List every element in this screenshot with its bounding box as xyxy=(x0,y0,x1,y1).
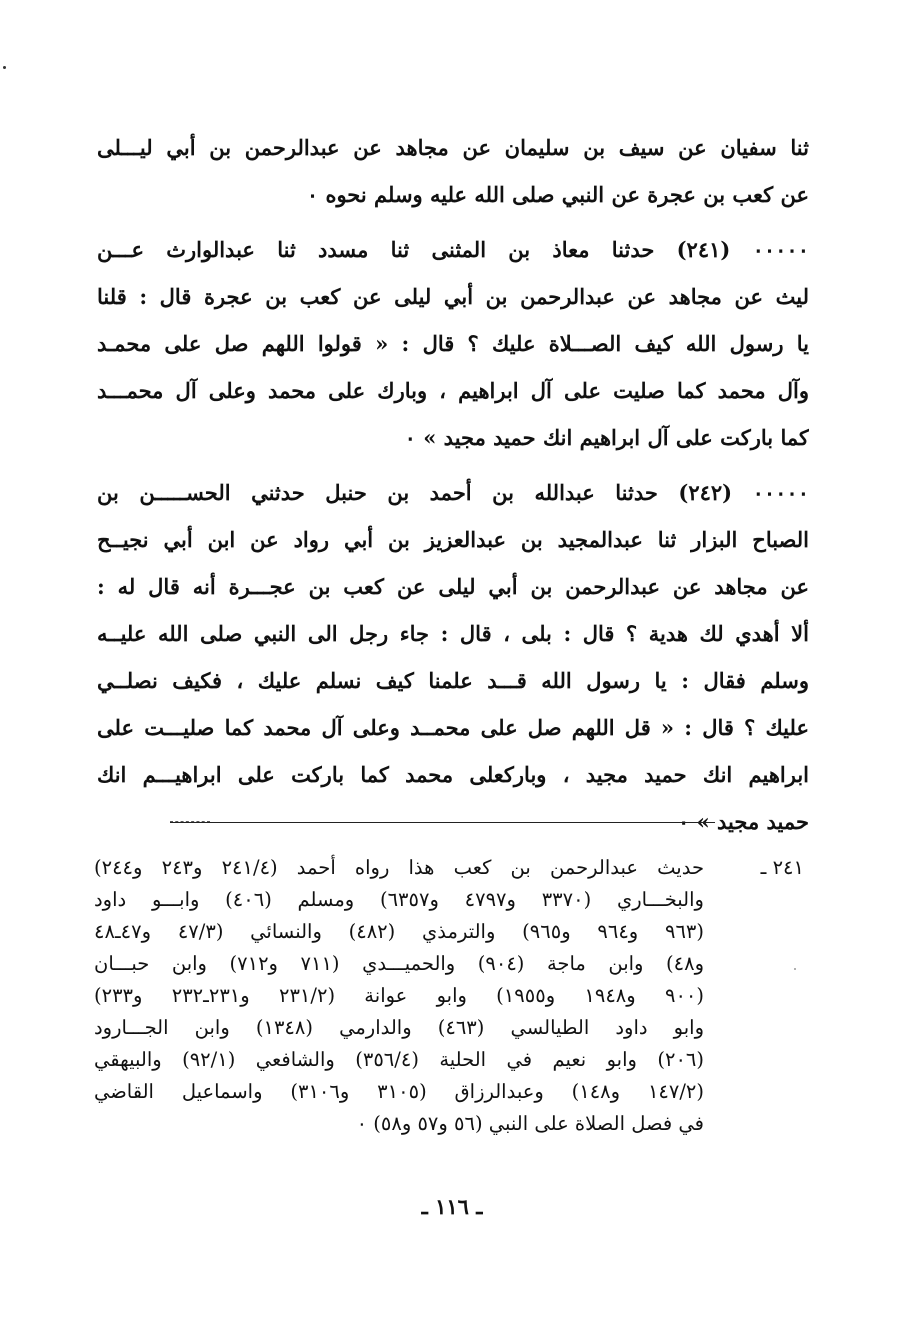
main-text xyxy=(97,124,809,845)
page-number: ـ ١١٦ ـ xyxy=(421,1194,483,1219)
footnote-line: (٩٦٣ و٩٦٤ و٩٦٥) والترمذي (٤٨٢) والنسائي (٤٧/٣ و٤٧ـ٤٨ xyxy=(94,920,704,943)
footnote-line: (٢٠٦) وابو نعيم في الحلية (٣٥٦/٤) والشافعي (٩٢/١) والبيهقي xyxy=(94,1048,704,1071)
text-line: ٠٠٠٠٠ (٢٤٢) حدثنا عبدالله بن أحمد بن حنبل حدثني الحســـــن بن xyxy=(97,480,809,505)
text-line: ألا أهدي لك هدية ؟ قال : بلى ، قال : جاء رجل الى النبي صلى الله عليــه xyxy=(97,621,809,646)
footnote-line: والبخـــاري (٣٣٧٠ و٤٧٩٧ و٦٣٥٧) ومسلم (٤٠٦) وابـــو داود xyxy=(94,888,704,911)
text-line: حميد مجيد » ٠ xyxy=(678,809,809,834)
footnote-line: وابو داود الطيالسي (٤٦٣) والدارمي (١٣٤٨) وابن الجـــارود xyxy=(94,1016,704,1039)
footnote-line: (٩٠٠ و١٩٤٨ و١٩٥٥) وابو عوانة (٢٣١/٢ و٢٣١ـ٢٣٢ و٢٣٣) xyxy=(94,984,704,1007)
footnote-line: حديث عبدالرحمن بن كعب هذا رواه أحمد (٢٤١/٤ و٢٤٣ و٢٤٤) xyxy=(94,856,704,879)
scan-speck xyxy=(794,968,796,970)
text-line: وسلم فقال : يا رسول الله قـــد علمنا كيف نسلم عليك ، فكيف نصلــي xyxy=(97,668,809,693)
footnote-separator xyxy=(170,822,715,823)
text-line: ابراهيم انك حميد مجيد ، وباركعلى محمد كما باركت على ابراهيـــم انك xyxy=(97,762,809,787)
text-line: الصباح البزار ثنا عبدالمجيد بن عبدالعزيز بن أبي رواد عن ابن أبي نجيــح xyxy=(97,527,809,552)
footnote-line: (١٤٧/٢ و١٤٨) وعبدالرزاق (٣١٠٥ و٣١٠٦) واسماعيل القاضي xyxy=(94,1080,704,1103)
text-line: ليث عن مجاهد عن عبدالرحمن بن أبي ليلى عن كعب بن عجرة قال : قلنا xyxy=(97,284,809,309)
footnote-text xyxy=(94,852,704,1140)
scan-speck xyxy=(3,66,6,69)
footnote-line: في فصل الصلاة على النبي (٥٦ و٥٧ و٥٨) ٠ xyxy=(356,1112,704,1135)
text-line: وآل محمد كما صليت على آل ابراهيم ، وبارك على محمد وعلى آل محمـــد xyxy=(97,378,809,403)
footnote-separator-dash xyxy=(170,821,210,822)
text-line: عليك ؟ قال : « قل اللهم صل على محمــد وعلى آل محمد كما صليـــت على xyxy=(97,715,809,740)
text-line: كما باركت على آل ابراهيم انك حميد مجيد » ٠ xyxy=(404,425,809,450)
text-line: عن مجاهد عن عبدالرحمن بن أبي ليلى عن كعب بن عجـــرة أنه قال له : xyxy=(97,574,809,599)
text-line: عن كعب بن عجرة عن النبي صلى الله عليه وسلم نحوه ٠ xyxy=(306,182,809,207)
text-line: ٠٠٠٠٠ (٢٤١) حدثنا معاذ بن المثنى ثنا مسدد ثنا عبدالوارث عـــن xyxy=(97,237,809,262)
text-line: يا رسول الله كيف الصـــلاة عليك ؟ قال : « قولوا اللهم صل على محمـد xyxy=(97,331,809,356)
text-line: ثنا سفيان عن سيف بن سليمان عن مجاهد عن عبدالرحمن بن أبي ليـــلى xyxy=(97,135,809,160)
footnote-number: ٢٤١ ـ xyxy=(760,856,804,879)
footnote-line: و٤٨) وابن ماجة (٩٠٤) والحميـــدي (٧١١ و٧١٢) وابن حبـــان xyxy=(94,952,704,975)
